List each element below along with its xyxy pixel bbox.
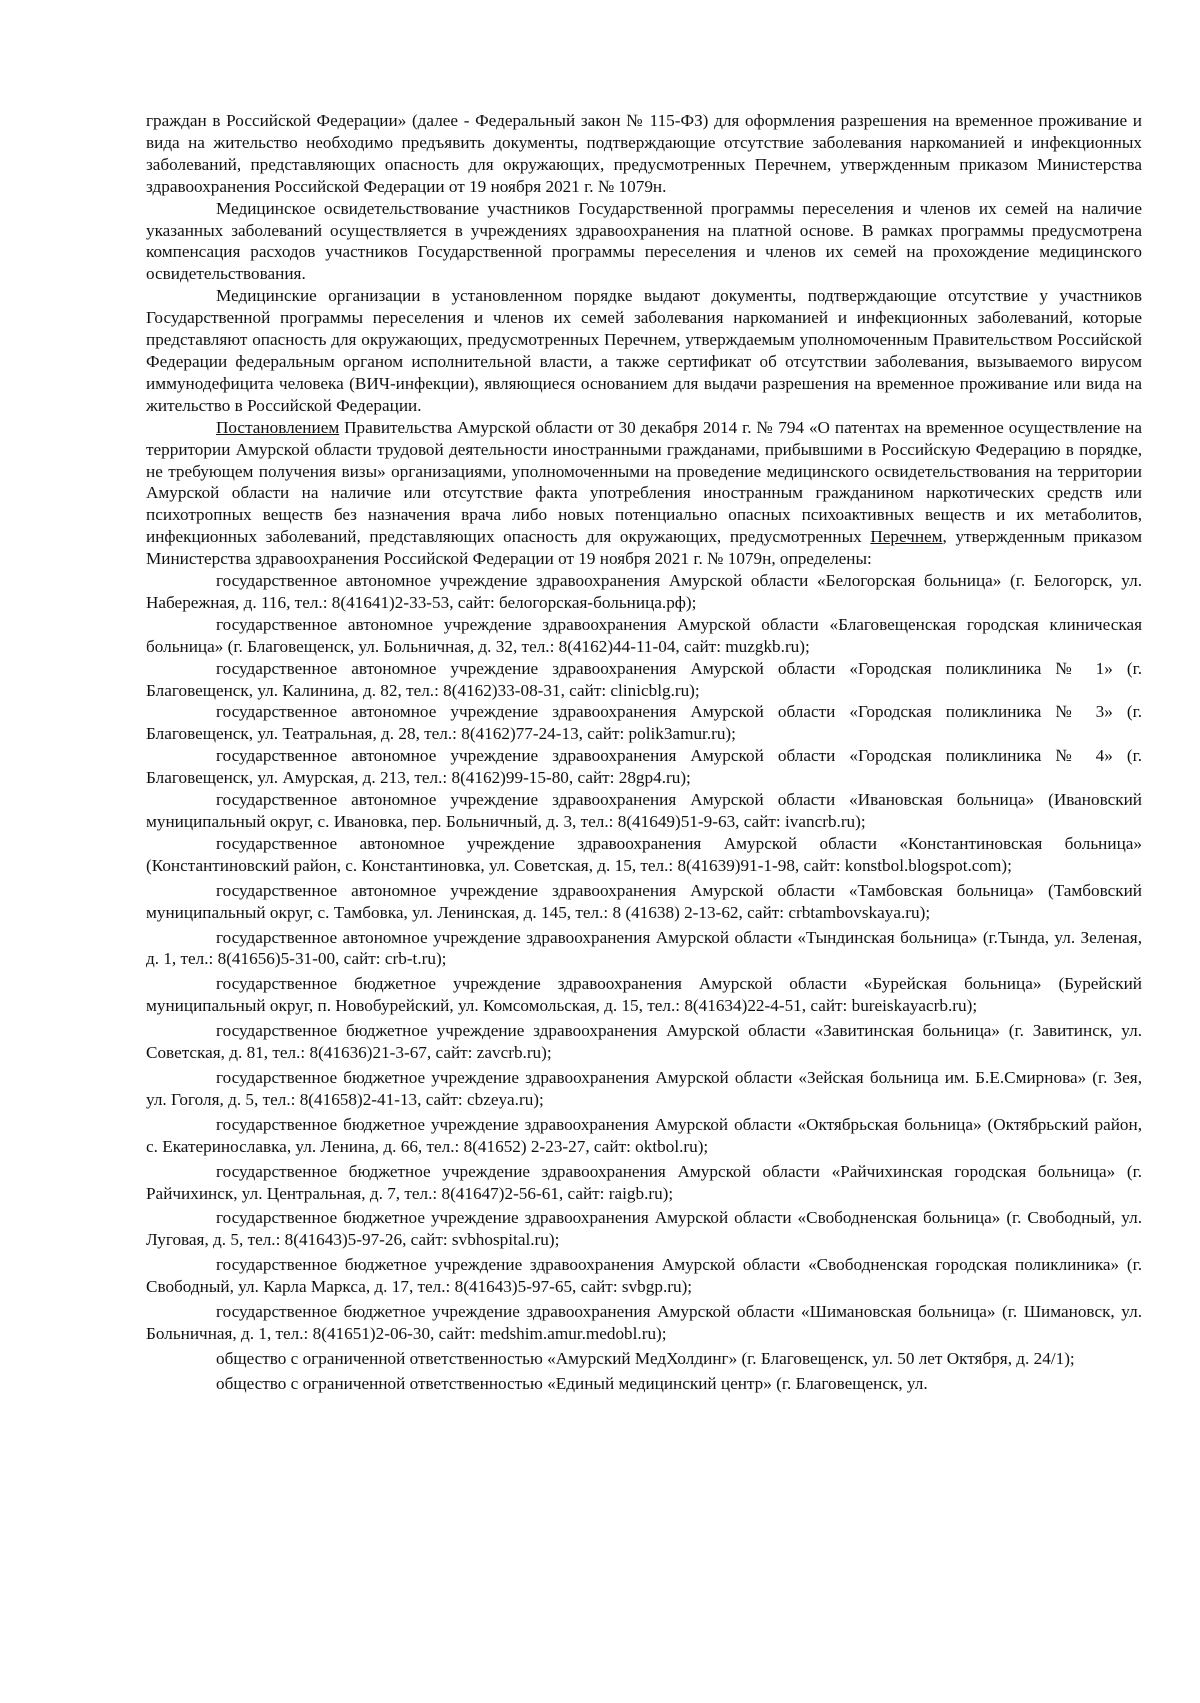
decree-link[interactable]: Постановлением [216, 417, 340, 437]
organization-item: государственное автономное учреждение здравоохранения Амурской области «Городская поликлиника № 1» (г. Благовещенск, ул. Калинина, д. 82, тел.: 8(4162)33-08-31, сайт: clinicblg.ru); [146, 658, 1142, 700]
decree-text-end: , утвержденным приказом Министерства здравоохранения Российской Федерации от 19 ноября 2021 г. № 1079н, определены: [146, 527, 1143, 569]
organization-item: государственное автономное учреждение здравоохранения Амурской области «Городская поликлиника № 3» (г. Благовещенск, ул. Театральная, д. 28, тел.: 8(4162)77-24-13, сайт: polik3amur.ru); [146, 702, 1142, 744]
intro-paragraph: Медицинское освидетельствование участников Государственной программы переселения и членов их семей на наличие указанных заболеваний осуществляется в учреждениях здравоохранения на платной основе. В рамках программы предусмотрена компенсация расходов участников Государственной программы переселения и членов их семей на прохождение медицинского освидетельствования. [146, 198, 1142, 284]
decree-text: Правительства Амурской области от 30 декабря 2014 г. № 794 «О патентах на временное осуществление на территории Амурской области трудовой деятельности иностранными гражданами, прибывшими в Российскую Федерацию в порядке, не требующем получения визы» организациями, уполномоченными на проведение медицинского освидетельствования на территории Амурской области на наличие или отсутствие факта употребления иностранным гражданином наркотических средств или психотропных веществ без назначения врача либо новых потенциально опасных психоактивных веществ и их метаболитов, инфекционных заболеваний, представляющих опасность для окружающих, предусмотренных [146, 417, 1142, 547]
organization-item: государственное автономное учреждение здравоохранения Амурской области «Константиновская больница» (Константиновский район, с. Константиновка, ул. Советская, д. 15, тел.: 8(41639)91-1-98, сайт: konstbol.blogspot.com); [146, 833, 1142, 875]
document-page [146, 110, 1142, 1395]
organization-item: государственное автономное учреждение здравоохранения Амурской области «Тындинская больница» (г.Тында, ул. Зеленая, д. 1, тел.: 8(41656)5-31-00, сайт: crb-t.ru); [146, 927, 1142, 969]
list-link[interactable]: Перечнем [870, 527, 943, 547]
organization-item: государственное бюджетное учреждение здравоохранения Амурской области «Свободненская городская поликлиника» (г. Свободный, ул. Карла Маркса, д. 17, тел.: 8(41643)5-97-65, сайт: svbgp.ru); [146, 1255, 1142, 1297]
intro-paragraph: граждан в Российской Федерации» (далее - Федеральный закон № 115-ФЗ) для оформления разрешения на временное проживание и вида на жительство необходимо предъявить документы, подтверждающие отсутствие заболевания наркоманией и инфекционных заболеваний, представляющих опасность для окружающих, предусмотренных Перечнем, утвержденным приказом Министерства здравоохранения Российской Федерации от 19 ноября 2021 г. № 1079н. [146, 111, 1142, 196]
organization-item: государственное бюджетное учреждение здравоохранения Амурской области «Шимановская больница» (г. Шимановск, ул. Больничная, д. 1, тел.: 8(41651)2-06-30, сайт: medshim.amur.medobl.ru); [146, 1302, 1142, 1343]
organization-item: государственное бюджетное учреждение здравоохранения Амурской области «Райчихинская городская больница» (г. Райчихинск, ул. Центральная, д. 7, тел.: 8(41647)2-56-61, сайт: raigb.ru); [146, 1161, 1142, 1203]
organization-item: государственное автономное учреждение здравоохранения Амурской области «Городская поликлиника № 4» (г. Благовещенск, ул. Амурская, д. 213, тел.: 8(4162)99-15-80, сайт: 28gp4.ru); [146, 746, 1142, 788]
decree-paragraph [146, 417, 1142, 570]
organization-item: государственное бюджетное учреждение здравоохранения Амурской области «Бурейская больница» (Бурейский муниципальный округ, п. Новобурейский, ул. Комсомольская, д. 15, тел.: 8(41634)22-4-51, сайт: bureiskayacrb.ru); [146, 974, 1142, 1016]
organization-item: государственное автономное учреждение здравоохранения Амурской области «Белогорская больница» (г. Белогорск, ул. Набережная, д. 116, тел.: 8(41641)2-33-53, сайт: белогорская-больница.рф); [146, 571, 1142, 612]
organization-item: государственное автономное учреждение здравоохранения Амурской области «Ивановская больница» (Ивановский муниципальный округ, с. Ивановка, пер. Больничный, д. 3, тел.: 8(41649)51-9-63, сайт: ivancrb.ru); [146, 790, 1142, 831]
organization-item: общество с ограниченной ответственностью «Амурский МедХолдинг» (г. Благовещенск, ул. 50 лет Октября, д. 24/1); [216, 1348, 1075, 1368]
intro-paragraph: Медицинские организации в установленном порядке выдают документы, подтверждающие отсутствие у участников Государственной программы переселения и членов их семей заболевания наркоманией и инфекционных заболеваний, которые представляют опасность для окружающих, предусмотренных Перечнем, утверждаемым уполномоченным Правительством Российской Федерации федеральным органом исполнительной власти, а также сертификат об отсутствии заболевания, вызываемого вирусом иммунодефицита человека (ВИЧ-инфекции), являющиеся основанием для выдачи разрешения на временное проживание или вида на жительство в Российской Федерации. [146, 286, 1142, 415]
organization-item: государственное автономное учреждение здравоохранения Амурской области «Тамбовская больница» (Тамбовский муниципальный округ, с. Тамбовка, ул. Ленинская, д. 145, тел.: 8 (41638) 2-13-62, сайт: crbtambovskaya.ru); [146, 880, 1142, 922]
organization-item: государственное бюджетное учреждение здравоохранения Амурской области «Завитинская больница» (г. Завитинск, ул. Советская, д. 81, тел.: 8(41636)21-3-67, сайт: zavcrb.ru); [146, 1021, 1142, 1063]
organization-item: государственное бюджетное учреждение здравоохранения Амурской области «Свободненская больница» (г. Свободный, ул. Луговая, д. 5, тел.: 8(41643)5-97-26, сайт: svbhospital.ru); [146, 1208, 1142, 1250]
organization-item: государственное автономное учреждение здравоохранения Амурской области «Благовещенская городская клиническая больница» (г. Благовещенск, ул. Больничная, д. 32, тел.: 8(4162)44-11-04, сайт: muzgkb.ru); [146, 614, 1142, 656]
organization-item: общество с ограниченной ответственностью «Единый медицинский центр» (г. Благовещенск, ул. [216, 1373, 928, 1393]
organization-item: государственное бюджетное учреждение здравоохранения Амурской области «Зейская больница им. Б.Е.Смирнова» (г. Зея, ул. Гоголя, д. 5, тел.: 8(41658)2-41-13, сайт: cbzeya.ru); [146, 1067, 1142, 1109]
organization-item: государственное бюджетное учреждение здравоохранения Амурской области «Октябрьская больница» (Октябрьский район, с. Екатеринославка, ул. Ленина, д. 66, тел.: 8(41652) 2-23-27, сайт: oktbol.ru); [146, 1114, 1142, 1156]
